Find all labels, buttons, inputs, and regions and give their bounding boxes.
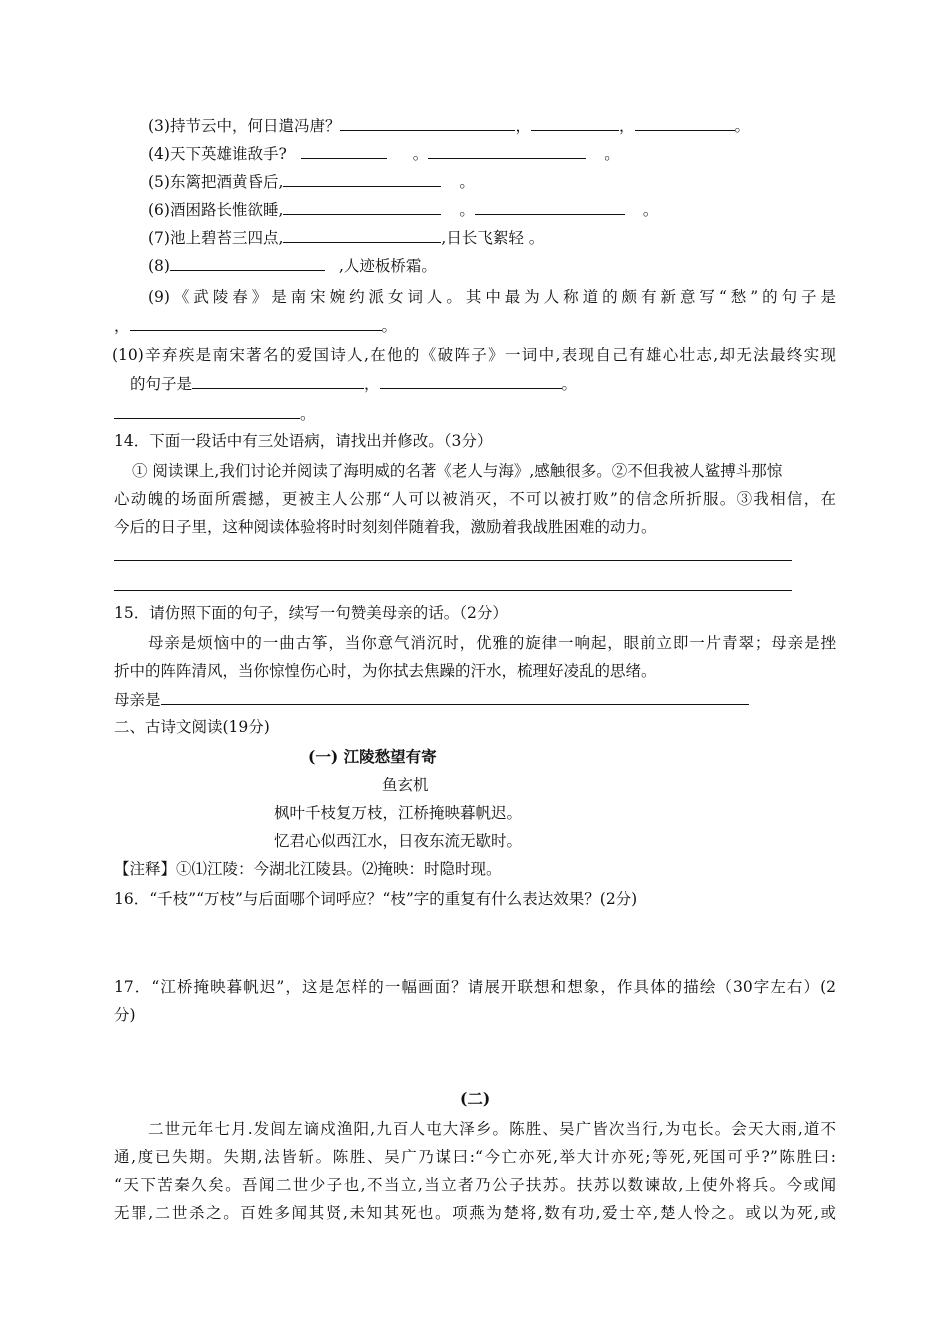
- answer-line[interactable]: [114, 590, 792, 591]
- q14-para-line: ① 阅读课上,我们讨论并阅读了海明威的名著《老人与海》,感触很多。②不但我被人鲨搏斗那惊: [132, 462, 783, 480]
- q15-answer-prefix: 母亲是: [114, 691, 161, 709]
- q13-item10: (10)辛弃疾是南宋著名的爱国诗人,在他的《破阵子》一词中,表现自己有雄心壮志,却无法最终实现: [112, 346, 836, 364]
- punct: ，: [364, 375, 380, 393]
- punct: 。: [734, 117, 751, 135]
- q13-item4: [148, 142, 620, 165]
- q13-item9-cont: [114, 314, 397, 337]
- q13-item7-prefix: (7)池上碧苔三四点,: [148, 229, 284, 247]
- q17-text: 17．“江桥掩映暮帆迟”，这是怎样的一幅画面？请展开联想和想象，作具体的描绘（30字左右）(2: [114, 978, 836, 996]
- q13-item8-prefix: (8): [148, 257, 170, 275]
- punct: ，: [618, 117, 635, 135]
- q13-item4-prefix: (4)天下英雄谁敌手?: [148, 145, 287, 163]
- answer-blank[interactable]: [283, 170, 441, 187]
- q14-para-line: 心动魄的场面所震撼，更被主人公那“人可以被消灭，不可以被打败”的信念所折服。③我相信，在: [114, 490, 836, 508]
- answer-blank[interactable]: [428, 142, 586, 159]
- punct: 。: [300, 405, 316, 423]
- classical-text-line: “天下苦秦久矣。吾闻二世少子也,不当立,当立者乃公子扶苏。扶苏以数谏故,上使外将兵。今或闻: [114, 1176, 836, 1194]
- q14-para-line: 今后的日子里，这种阅读体验将时时刻刻伴随着我，激励着我战胜困难的动力。: [114, 518, 657, 536]
- q13-item8: [148, 254, 437, 277]
- poem-author: 鱼玄机: [382, 776, 429, 794]
- q13-item3-prefix: (3)持节云中，何日遣冯唐？: [148, 117, 341, 135]
- answer-blank[interactable]: [635, 114, 735, 131]
- answer-blank[interactable]: [130, 314, 382, 331]
- punct: 。: [381, 317, 398, 335]
- punct: 。: [561, 375, 578, 393]
- q15-answer: [114, 688, 749, 711]
- classical-text-line: 通,度已失期。失期,法皆斩。陈胜、吴广乃谋曰:“今亡亦死,举大计亦死;等死,死国可乎?”陈胜曰:: [114, 1148, 836, 1166]
- punct: 。: [412, 145, 429, 163]
- poem-title: (一) 江陵愁望有寄: [308, 747, 437, 766]
- q16-text: 16．“千枝”“万枝”与后面哪个词呼应？“枝”字的重复有什么表达效果？(2分): [114, 890, 638, 908]
- q14-title: 14．下面一段话中有三处语病，请找出并修改。（3分）: [114, 432, 493, 450]
- answer-blank[interactable]: [380, 372, 562, 389]
- punct: 。: [604, 145, 620, 163]
- answer-blank[interactable]: [114, 402, 300, 419]
- punct: ，: [515, 117, 531, 135]
- poem-line: 枫叶千枝复万枝，江桥掩映暮帆迟。: [274, 804, 523, 822]
- q13-item6-prefix: (6)酒困路长惟欲睡,: [148, 201, 284, 219]
- answer-blank[interactable]: [340, 114, 515, 131]
- part-title: (二): [460, 1089, 491, 1108]
- q13-item10-cont-prefix: 的句子是: [130, 375, 193, 393]
- q15-para-line: 折中的阵阵清风，当你惊惶伤心时，为你拭去焦躁的汗水，梳理好凌乱的思绪。: [114, 662, 657, 680]
- q13-item7-end: ,日长飞絮轻 。: [441, 229, 545, 247]
- poem-note: 【注释】①⑴江陵：今湖北江陵县。⑵掩映：时隐时现。: [114, 860, 502, 878]
- q13-item8-end: ,人迹板桥霜。: [338, 257, 437, 275]
- q13-item5-prefix: (5)东篱把酒黄昏后,: [148, 173, 284, 191]
- q13-item3: [148, 114, 750, 137]
- answer-blank[interactable]: [301, 142, 387, 159]
- q13-item10-cont: [130, 372, 577, 395]
- punct: 。: [642, 201, 659, 219]
- answer-blank[interactable]: [283, 226, 441, 243]
- answer-blank[interactable]: [161, 688, 749, 705]
- answer-blank[interactable]: [170, 254, 325, 271]
- answer-line[interactable]: [114, 560, 792, 561]
- q13-item10-last: [114, 402, 316, 425]
- punct: ，: [114, 317, 130, 335]
- answer-blank[interactable]: [475, 198, 625, 215]
- q13-item6: [148, 198, 658, 221]
- section-heading: 二、古诗文阅读(19分): [114, 718, 270, 736]
- q15-title: 15．请仿照下面的句子，续写一句赞美母亲的话。（2分）: [114, 604, 508, 622]
- answer-blank[interactable]: [283, 198, 441, 215]
- poem-line: 忆君心似西江水，日夜东流无歇时。: [274, 832, 523, 850]
- q13-item7: [148, 226, 544, 249]
- q17-text-cont: 分): [114, 1006, 136, 1024]
- classical-text-line: 二世元年七月.发闾左谪戍渔阳,九百人屯大泽乡。陈胜、吴广皆次当行,为屯长。会天大雨,道不: [148, 1120, 836, 1138]
- q13-item9: (9)《武陵春》是南宋婉约派女词人。其中最为人称道的颇有新意写“愁”的句子是: [148, 288, 836, 306]
- punct: 。: [459, 201, 475, 219]
- classical-text-line: 无罪,二世杀之。百姓多闻其贤,未知其死也。项燕为楚将,数有功,爱士卒,楚人怜之。或以为死,或: [114, 1204, 836, 1222]
- punct: 。: [459, 173, 475, 191]
- answer-blank[interactable]: [531, 114, 619, 131]
- q15-para-line: 母亲是烦恼中的一曲古筝，当你意气消沉时，优雅的旋律一响起，眼前立即一片青翠；母亲是挫: [148, 634, 836, 652]
- answer-blank[interactable]: [192, 372, 364, 389]
- q13-item5: [148, 170, 475, 193]
